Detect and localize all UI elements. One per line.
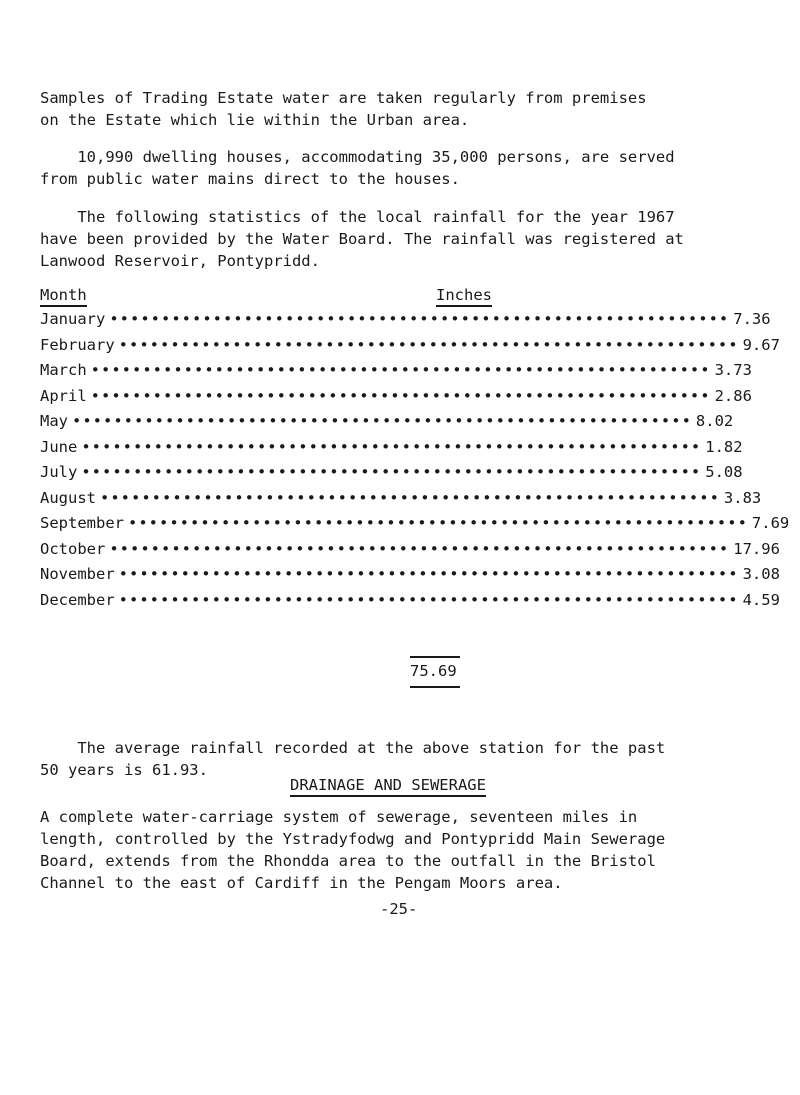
rainfall-inches: 7.69 [751,514,790,532]
month-name: April [40,386,87,405]
month-name: July [40,463,78,481]
paragraph-sewerage-system: A complete water-carriage system of sewerage, seventeen miles in length, controlled by the Ystradyfodwg and Pontypridd Main Sewerage Board, extends from the Rhondda area to the outfall in the Bristol Channel to the east of Cardiff in the Pengam Moors area. [40,808,666,892]
rainfall-inches: 5.08 [705,463,743,481]
dot-leader: •••••••••••••••••••••••••••••••••••••••••••••••••••••••••••• [90,361,711,379]
month-column-header: Month [40,286,87,307]
rainfall-inches: 9.67 [742,335,780,354]
month-name: March [40,361,87,379]
dot-leader: •••••••••••••••••••••••••••••••••••••••••••••••••••••••••••• [81,437,702,456]
month-name: September [40,514,124,532]
dot-leader: •••••••••••••••••••••••••••••••••••••••••••••••••••••••••••• [118,565,739,583]
rainfall-row [40,463,743,489]
month-name: June [40,437,78,456]
rainfall-inches: 2.86 [714,386,752,405]
rainfall-row [40,412,734,438]
paragraph-rainfall-statistics: The following statistics of the local rainfall for the year 1967 have been provided by the Water Board. The rainfall was registered at Lanwood Reservoir, Pontypridd. [40,208,684,270]
rainfall-row [40,335,780,362]
month-name: August [40,488,96,507]
dot-leader: •••••••••••••••••••••••••••••••••••••••••••••••••••••••••••• [81,463,702,481]
rainfall-inches: 8.02 [695,412,734,430]
dot-leader: •••••••••••••••••••••••••••••••••••••••••••••••••••••••••••• [118,335,739,354]
section-heading-drainage: DRAINAGE AND SEWERAGE [290,775,486,797]
rainfall-inches: 7.36 [733,310,771,328]
rainfall-inches: 3.83 [723,488,762,507]
rainfall-table [40,286,790,616]
dot-leader: •••••••••••••••••••••••••••••••••••••••••••••••••••••••••••• [90,386,711,405]
dot-leader: •••••••••••••••••••••••••••••••••••••••••••••••••••••••••••• [109,310,730,328]
month-name: December [40,590,115,609]
rainfall-row [40,488,762,515]
rainfall-row [40,361,752,387]
rainfall-row [40,386,752,413]
rainfall-row [40,539,780,566]
inches-column-header: Inches [436,286,492,307]
rainfall-row [40,310,771,336]
rainfall-inches: 1.82 [705,437,743,456]
rainfall-inches: 4.59 [742,590,780,609]
dot-leader: •••••••••••••••••••••••••••••••••••••••••••••••••••••••••••• [118,590,739,609]
month-name: January [40,310,106,328]
rainfall-inches: 3.08 [742,565,780,583]
rainfall-row [40,437,743,464]
page-number: -25- [380,900,418,918]
rainfall-row [40,590,780,617]
rainfall-inches: 3.73 [714,361,752,379]
month-name: February [40,335,115,354]
month-name: May [40,412,68,430]
rainfall-rows [40,310,790,616]
rainfall-row [40,565,780,591]
rainfall-table-header [40,286,492,310]
rainfall-row [40,514,790,540]
rainfall-total: 75.69 [410,656,460,688]
paragraph-average-rainfall: The average rainfall recorded at the above station for the past 50 years is 61.93. [40,739,666,779]
dot-leader: •••••••••••••••••••••••••••••••••••••••••••••••••••••••••••• [109,539,730,558]
paragraph-dwelling-houses: 10,990 dwelling houses, accommodating 35,000 persons, are served from public water mains direct to the houses. [40,148,675,188]
dot-leader: •••••••••••••••••••••••••••••••••••••••••••••••••••••••••••• [72,412,692,430]
paragraph-trading-estate-samples: Samples of Trading Estate water are taken regularly from premises on the Estate which lie within the Urban area. [40,89,647,129]
month-name: October [40,539,106,558]
month-name: November [40,565,115,583]
dot-leader: •••••••••••••••••••••••••••••••••••••••••••••••••••••••••••• [128,514,748,532]
rainfall-inches: 17.96 [733,539,780,558]
dot-leader: •••••••••••••••••••••••••••••••••••••••••••••••••••••••••••• [100,488,720,507]
